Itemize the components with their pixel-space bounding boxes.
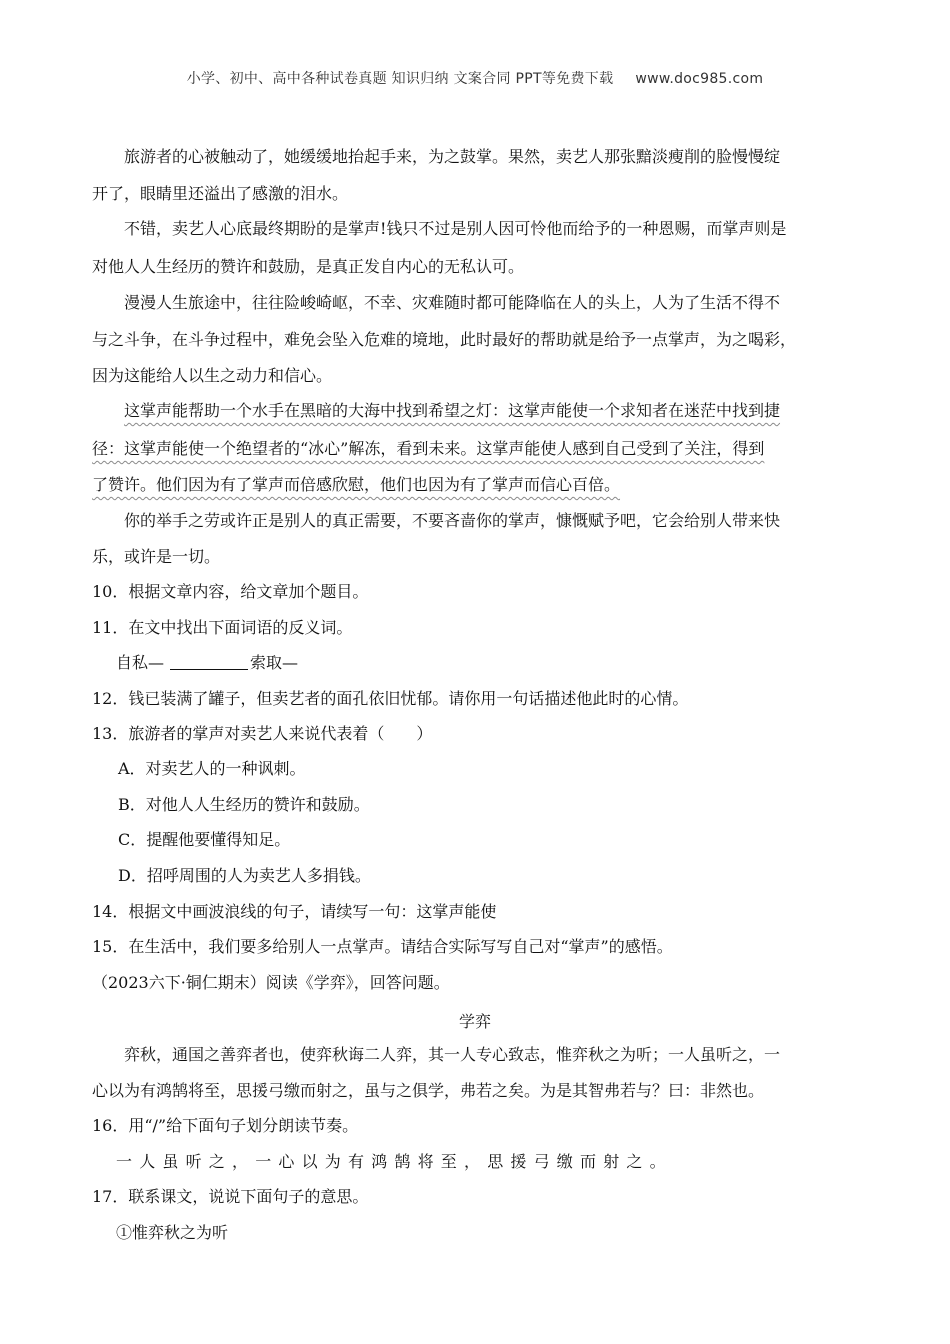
paragraph-4-line-1 <box>124 400 862 422</box>
question-13-option-c[interactable]: C．提醒他要懂得知足。 <box>118 830 291 849</box>
question-16-sentence: 一人虽听之，一心以为有鸿鹄将至，思援弓缴而射之。 <box>116 1152 673 1171</box>
paragraph-3-line-3: 因为这能给人以生之动力和信心。 <box>92 366 333 385</box>
paragraph-4-line-2 <box>92 438 862 460</box>
question-15: 15．在生活中，我们要多给别人一点掌声。请结合实际写写自己对“掌声”的感悟。 <box>92 937 673 956</box>
answer-blank[interactable] <box>170 655 248 670</box>
paragraph-2-line-2: 对他人人生经历的赞许和鼓励，是真正发自内心的无私认可。 <box>92 257 525 276</box>
question-13-option-b[interactable]: B．对他人人生经历的赞许和鼓励。 <box>118 795 370 814</box>
paragraph-3-line-2: 与之斗争，在斗争过程中，难免会坠入危难的境地，此时最好的帮助就是给予一点掌声，为之喝彩， <box>92 330 797 349</box>
question-11: 11．在文中找出下面词语的反义词。 <box>92 618 353 637</box>
antonym-word-2: 索取— <box>250 653 299 672</box>
paragraph-3-line-1: 漫漫人生旅途中，往往险峻崎岖，不幸、灾难随时都可能降临在人的头上，人为了生活不得不 <box>124 293 781 312</box>
wavy-underlined-sentence: 这掌声能帮助一个水手在黑暗的大海中找到希望之灯：这掌声能使一个求知者在迷茫中找到捷 <box>124 401 781 420</box>
paragraph-1-line-2: 开了，眼睛里还溢出了感激的泪水。 <box>92 184 349 203</box>
paragraph-5-line-2: 乐，或许是一切。 <box>92 547 221 566</box>
page-header <box>0 68 950 88</box>
article-title: 学弈 <box>458 1012 491 1031</box>
wavy-underlined-sentence: 了赞许。他们因为有了掌声而倍感欣慰，他们也因为有了掌声而信心百倍。 <box>92 475 621 494</box>
header-text: 小学、初中、高中各种试卷真题 知识归纳 文案合同 PPT等免费下载 <box>186 71 614 87</box>
question-13-option-d[interactable]: D．招呼周围的人为卖艺人多捐钱。 <box>118 866 371 885</box>
section-intro: （2023六下·铜仁期末）阅读《学弈》，回答问题。 <box>92 973 450 992</box>
question-10: 10．根据文章内容，给文章加个题目。 <box>92 582 369 601</box>
paragraph-4-line-3 <box>92 474 862 496</box>
paragraph-5-line-1: 你的举手之劳或许正是别人的真正需要，不要吝啬你的掌声，慷慨赋予吧，它会给别人带来快 <box>124 511 781 530</box>
classical-text-line-2: 心以为有鸿鹄将至，思援弓缴而射之，虽与之俱学，弗若之矣。为是其智弗若与？曰：非然也。 <box>92 1081 765 1100</box>
paragraph-1-line-1: 旅游者的心被触动了，她缓缓地抬起手来，为之鼓掌。果然，卖艺人那张黯淡瘦削的脸慢慢绽 <box>124 147 781 166</box>
question-17-item-1: ①惟弈秋之为听 <box>116 1223 229 1242</box>
question-14: 14．根据文中画波浪线的句子，请续写一句：这掌声能使 <box>92 902 497 921</box>
header-url[interactable]: www.doc985.com <box>635 71 764 87</box>
question-16: 16．用“/”给下面句子划分朗读节奏。 <box>92 1116 359 1135</box>
paragraph-2-line-1: 不错，卖艺人心底最终期盼的是掌声!钱只不过是别人因可怜他而给予的一种恩赐，而掌声则是 <box>124 219 787 238</box>
question-13: 13．旅游者的掌声对卖艺人来说代表着（ ） <box>92 724 433 743</box>
question-13-option-a[interactable]: A．对卖艺人的一种讽刺。 <box>118 759 306 778</box>
question-12: 12．钱已装满了罐子，但卖艺者的面孔依旧忧郁。请你用一句话描述他此时的心情。 <box>92 689 689 708</box>
classical-text-line-1: 弈秋，通国之善弈者也，使弈秋诲二人弈，其一人专心致志，惟弈秋之为听；一人虽听之，一 <box>124 1045 781 1064</box>
question-11-antonyms <box>116 652 886 674</box>
wavy-underlined-sentence: 径：这掌声能使一个绝望者的“冰心”解冻，看到未来。这掌声能使人感到自己受到了关注，得到 <box>92 439 765 458</box>
antonym-word-1: 自私— <box>116 653 165 672</box>
question-17: 17．联系课文，说说下面句子的意思。 <box>92 1187 369 1206</box>
